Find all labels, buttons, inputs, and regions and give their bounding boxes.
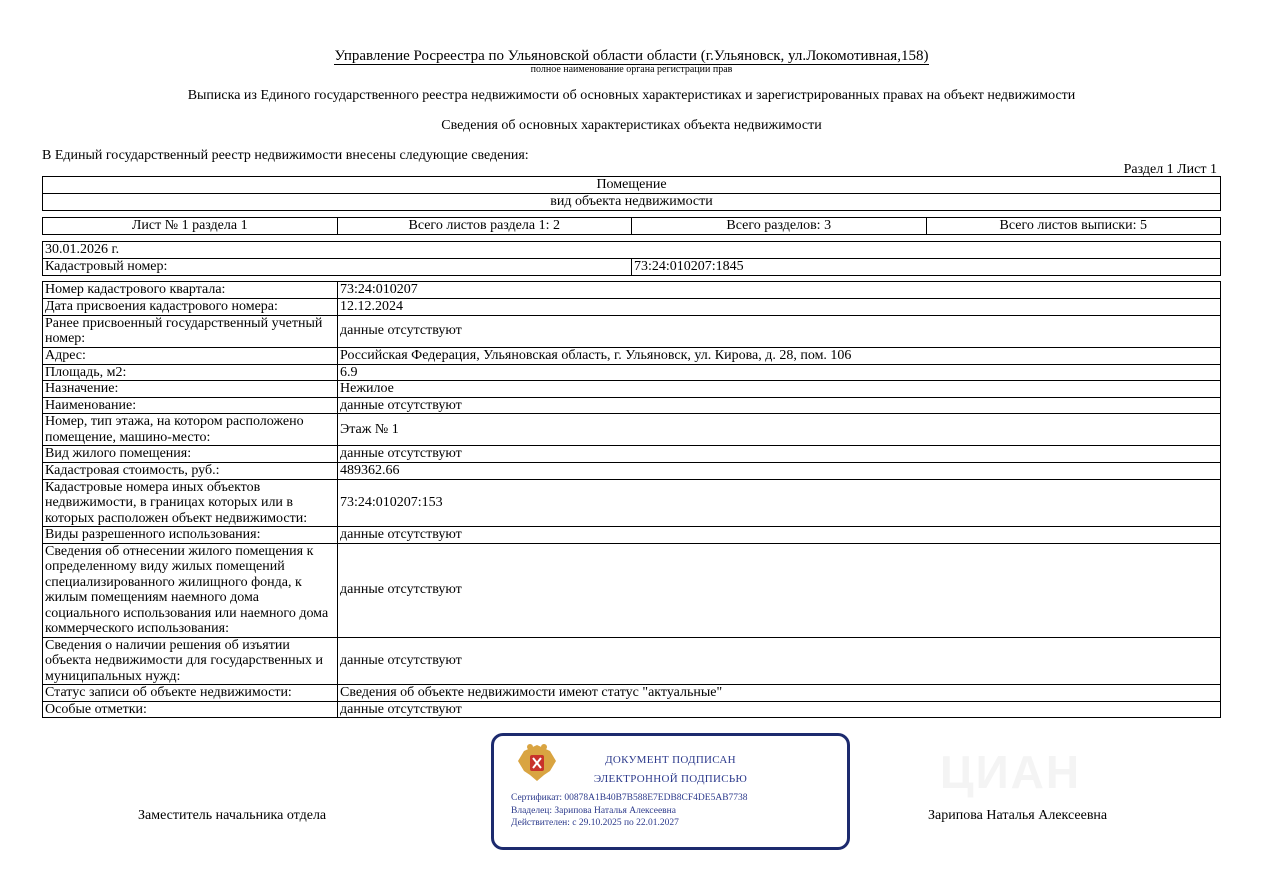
row-label: Номер кадастрового квартала: [43, 282, 338, 299]
table-row [43, 479, 1221, 527]
row-value: 73:24:010207:153 [338, 479, 1221, 527]
row-value: Этаж № 1 [338, 414, 1221, 446]
row-label: Статус записи об объекте недвижимости: [43, 685, 338, 702]
row-value: 12.12.2024 [338, 298, 1221, 315]
stamp-certificate: Сертификат: 00878A1B40B7B588E7EDB8CF4DE5AB7738 [511, 793, 748, 803]
row-value: Сведения об объекте недвижимости имеют статус "актуальные" [338, 685, 1221, 702]
watermark: ЦИАН [940, 746, 1082, 798]
row-label: Особые отметки: [43, 701, 338, 718]
row-value: Российская Федерация, Ульяновская область, г. Ульяновск, ул. Кирова, д. 28, пом. 106 [338, 347, 1221, 364]
table-row [43, 685, 1221, 702]
table-row [43, 527, 1221, 544]
electronic-signature-stamp [491, 733, 850, 850]
table-row [43, 381, 1221, 398]
stamp-line-2: ЭЛЕКТРОННОЙ ПОДПИСЬЮ [593, 773, 748, 785]
stamp-validity: Действителен: с 29.10.2025 по 22.01.2027 [511, 818, 679, 828]
row-label: Кадастровая стоимость, руб.: [43, 462, 338, 479]
table-row [43, 543, 1221, 637]
row-value: 73:24:010207 [338, 282, 1221, 299]
sheet-number: Лист № 1 раздела 1 [43, 218, 338, 235]
table-row [43, 701, 1221, 718]
table-row [43, 397, 1221, 414]
intro-text: В Единый государственный реестр недвижимости внесены следующие сведения: [42, 148, 529, 163]
table-row [43, 315, 1221, 347]
row-label: Кадастровые номера иных объектов недвижимости, в границах которых или в которых расположен объект недвижимости: [43, 479, 338, 527]
table-row [43, 446, 1221, 463]
row-label: Номер, тип этажа, на котором расположено помещение, машино-место: [43, 414, 338, 446]
row-value: 489362.66 [338, 462, 1221, 479]
document-subtitle: Сведения об основных характеристиках объекта недвижимости [441, 118, 822, 133]
authority-caption: полное наименование органа регистрации прав [530, 64, 733, 75]
row-value: данные отсутствуют [338, 446, 1221, 463]
row-value: данные отсутствуют [338, 527, 1221, 544]
table-row [43, 282, 1221, 299]
row-value: данные отсутствуют [338, 315, 1221, 347]
sections-total: Всего разделов: 3 [632, 218, 927, 235]
table-row [43, 298, 1221, 315]
row-label: Виды разрешенного использования: [43, 527, 338, 544]
row-label: Сведения об отнесении жилого помещения к определенному виду жилых помещений специализированного жилищного фонда, к жилым помещениям наемного дома социального использования или наемного дома коммерческого использования: [43, 543, 338, 637]
authority-name: Управление Росреестра по Ульяновской области области (г.Ульяновск, ул.Локомотивная,158) [334, 48, 929, 64]
extract-sheets-total: Всего листов выписки: 5 [926, 218, 1221, 235]
section-sheets-total: Всего листов раздела 1: 2 [337, 218, 632, 235]
row-label: Вид жилого помещения: [43, 446, 338, 463]
stamp-line-1: ДОКУМЕНТ ПОДПИСАН [605, 754, 736, 766]
object-type-table [42, 176, 1221, 211]
table-row [43, 364, 1221, 381]
row-label: Площадь, м2: [43, 364, 338, 381]
row-label: Сведения о наличии решения об изъятии объекта недвижимости для государственных и муниципальных нужд: [43, 637, 338, 685]
row-value: данные отсутствуют [338, 397, 1221, 414]
row-value: данные отсутствуют [338, 701, 1221, 718]
date-table [42, 241, 1221, 276]
stamp-owner: Владелец: Зарипова Наталья Алексеевна [511, 806, 676, 816]
signer-position: Заместитель начальника отдела [138, 808, 327, 823]
section-reference: Раздел 1 Лист 1 [1123, 162, 1217, 177]
signer-name: Зарипова Наталья Алексеевна [928, 808, 1108, 823]
sheet-info-table [42, 217, 1221, 235]
row-value: Нежилое [338, 381, 1221, 398]
extract-date: 30.01.2026 г. [43, 242, 1221, 259]
row-label: Дата присвоения кадастрового номера: [43, 298, 338, 315]
row-label: Наименование: [43, 397, 338, 414]
document-title: Выписка из Единого государственного реестра недвижимости об основных характеристиках и зарегистрированных правах на объект недвижимости [187, 88, 1076, 103]
table-row [43, 637, 1221, 685]
table-row [43, 347, 1221, 364]
table-row [43, 414, 1221, 446]
row-value: данные отсутствуют [338, 543, 1221, 637]
cadastral-number-value: 73:24:010207:1845 [632, 258, 1221, 275]
characteristics-table [42, 281, 1221, 718]
row-value: данные отсутствуют [338, 637, 1221, 685]
authority-block [0, 48, 1263, 65]
row-label: Назначение: [43, 381, 338, 398]
row-value: 6.9 [338, 364, 1221, 381]
object-type: Помещение [43, 177, 1221, 194]
table-row [43, 462, 1221, 479]
cadastral-number-label: Кадастровый номер: [43, 258, 632, 275]
object-type-caption: вид объекта недвижимости [43, 193, 1221, 210]
row-label: Адрес: [43, 347, 338, 364]
row-label: Ранее присвоенный государственный учетный номер: [43, 315, 338, 347]
